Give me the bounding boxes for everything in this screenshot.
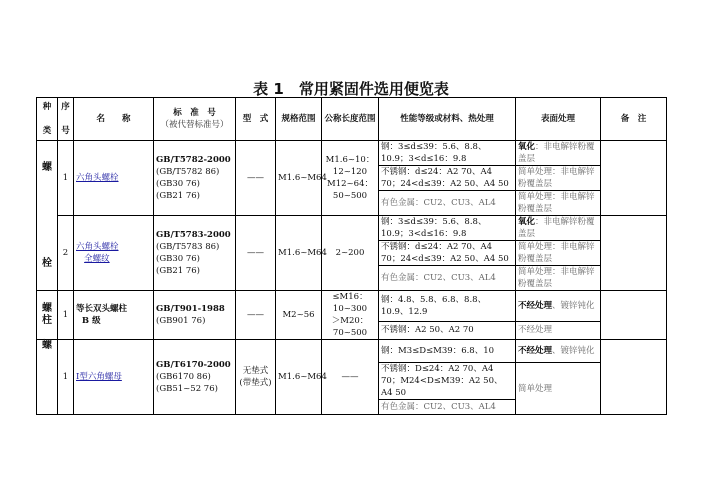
seq-cell: 1 xyxy=(58,141,74,216)
name-cell xyxy=(74,141,154,216)
standard-cell: GB/T5783-2000 (GB/T5783 86) (GB30 76) (GB21 76) xyxy=(154,216,236,291)
table-row xyxy=(37,216,667,241)
name-cell xyxy=(74,340,154,415)
perf-cell: 不锈钢：d≤24：A2 70、A4 70；24<d≤39：A2 50、A4 50 xyxy=(379,166,516,191)
spec-cell: M1.6~M64 xyxy=(276,340,322,415)
standard-link[interactable]: 六角头螺栓 xyxy=(76,242,119,252)
type-cell: —— xyxy=(236,291,276,340)
length-cell: ≤M16：10~300 ＞M20：70~500 xyxy=(322,291,379,340)
perf-cell: 有色金属：CU2、CU3、AL4 xyxy=(379,266,516,291)
seq-cell: 2 xyxy=(58,216,74,291)
spec-cell: M2~56 xyxy=(276,291,322,340)
length-cell: —— xyxy=(322,340,379,415)
header-name: 名 称 xyxy=(74,98,154,141)
perf-cell: 钢：M3≤D≤M39：6.8、10 xyxy=(379,340,516,363)
perf-cell: 不锈钢：d≤24：A2 70、A4 70；24<d≤39：A2 50、A4 50 xyxy=(379,241,516,266)
header-standard: 标 准 号 （被代替标准号） xyxy=(154,98,236,141)
header-row xyxy=(37,98,667,141)
spec-cell: M1.6~M64 xyxy=(276,141,322,216)
surface-cell: 简单处理：非电解锌粉覆盖层 xyxy=(516,166,601,191)
table-row xyxy=(37,141,667,166)
surface-cell: 简单处理：非电解锌粉覆盖层 xyxy=(516,241,601,266)
fastener-table xyxy=(36,97,667,415)
type-cell: —— xyxy=(236,141,276,216)
table-row xyxy=(37,291,667,322)
header-length: 公称长度范围 xyxy=(322,98,379,141)
kind-cell: 螺 柱 xyxy=(37,291,58,340)
seq-cell: 1 xyxy=(58,340,74,415)
surface-cell: 简单处理 xyxy=(516,363,601,415)
header-remark: 备 注 xyxy=(601,98,667,141)
name-cell: 等长双头螺柱 B 级 xyxy=(74,291,154,340)
length-cell: 2~200 xyxy=(322,216,379,291)
header-type: 型 式 xyxy=(236,98,276,141)
remark-cell xyxy=(601,141,667,216)
page-title: 表 1 常用紧固件选用便览表 xyxy=(253,80,449,98)
surface-cell: 简单处理：非电解锌粉覆盖层 xyxy=(516,191,601,216)
perf-cell: 钢：3≤d≤39：5.6、8.8、10.9；3<d≤16：9.8 xyxy=(379,216,516,241)
standard-link[interactable]: 六角头螺栓 xyxy=(76,173,119,183)
standard-cell: GB/T6170-2000 (GB6170 86) (GB51~52 76) xyxy=(154,340,236,415)
surface-cell: 不经处理、镀锌钝化 xyxy=(516,291,601,322)
remark-cell xyxy=(601,340,667,415)
perf-cell: 不锈钢：A2 50、A2 70 xyxy=(379,321,516,339)
perf-cell: 钢：3≤d≤39：5.6、8.8、10.9；3<d≤16：9.8 xyxy=(379,141,516,166)
kind-cell: 螺 xyxy=(37,340,58,415)
length-cell: M1.6~10： 12~120 M12~64： 50~500 xyxy=(322,141,379,216)
spec-cell: M1.6~M64 xyxy=(276,216,322,291)
surface-cell: 简单处理：非电解锌粉覆盖层 xyxy=(516,266,601,291)
header-perf: 性能等级或材料、热处理 xyxy=(379,98,516,141)
table-row xyxy=(37,340,667,363)
standard-cell: GB/T901-1988 (GB901 76) xyxy=(154,291,236,340)
name-cell xyxy=(74,216,154,291)
perf-cell: 不锈钢：D≤24：A2 70、A4 70；M24<D≤M39：A2 50、A4 50 xyxy=(379,363,516,400)
remark-cell xyxy=(601,216,667,291)
standard-link[interactable]: 全螺纹 xyxy=(84,254,110,264)
type-cell: —— xyxy=(236,216,276,291)
surface-cell: 不经处理 xyxy=(516,321,601,339)
perf-cell: 有色金属：CU2、CU3、AL4 xyxy=(379,400,516,415)
perf-cell: 有色金属：CU2、CU3、AL4 xyxy=(379,191,516,216)
header-kind: 种 类 xyxy=(37,98,58,141)
header-seq: 序 号 xyxy=(58,98,74,141)
surface-cell: 氧化：非电解锌粉覆盖层 xyxy=(516,141,601,166)
seq-cell: 1 xyxy=(58,291,74,340)
header-surface: 表面处理 xyxy=(516,98,601,141)
remark-cell xyxy=(601,291,667,340)
header-spec: 规格范围 xyxy=(276,98,322,141)
surface-cell: 氧化：非电解锌粉覆盖层 xyxy=(516,216,601,241)
standard-link[interactable]: Ⅰ型六角螺母 xyxy=(76,372,122,382)
kind-cell: 螺 栓 xyxy=(37,141,58,291)
type-cell: 无垫式 (带垫式) xyxy=(236,340,276,415)
perf-cell: 钢：4.8、5.8、6.8、8.8、10.9、12.9 xyxy=(379,291,516,322)
standard-cell: GB/T5782-2000 (GB/T5782 86) (GB30 76) (GB21 76) xyxy=(154,141,236,216)
surface-cell: 不经处理、镀锌钝化 xyxy=(516,340,601,363)
